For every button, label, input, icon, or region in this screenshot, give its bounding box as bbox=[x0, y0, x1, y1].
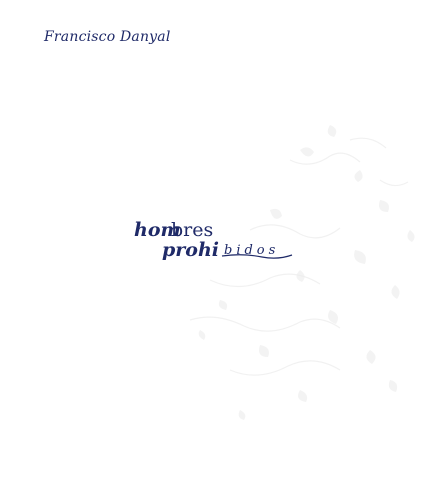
title-line1-part1: hom bbox=[134, 219, 181, 241]
book-title bbox=[128, 214, 298, 266]
title-line1-part2: bres bbox=[171, 219, 214, 241]
title-line2-part1: prohi bbox=[162, 239, 219, 261]
title-line2-part2: bidos bbox=[224, 243, 280, 258]
author-name: Francisco Danyal bbox=[44, 29, 171, 45]
